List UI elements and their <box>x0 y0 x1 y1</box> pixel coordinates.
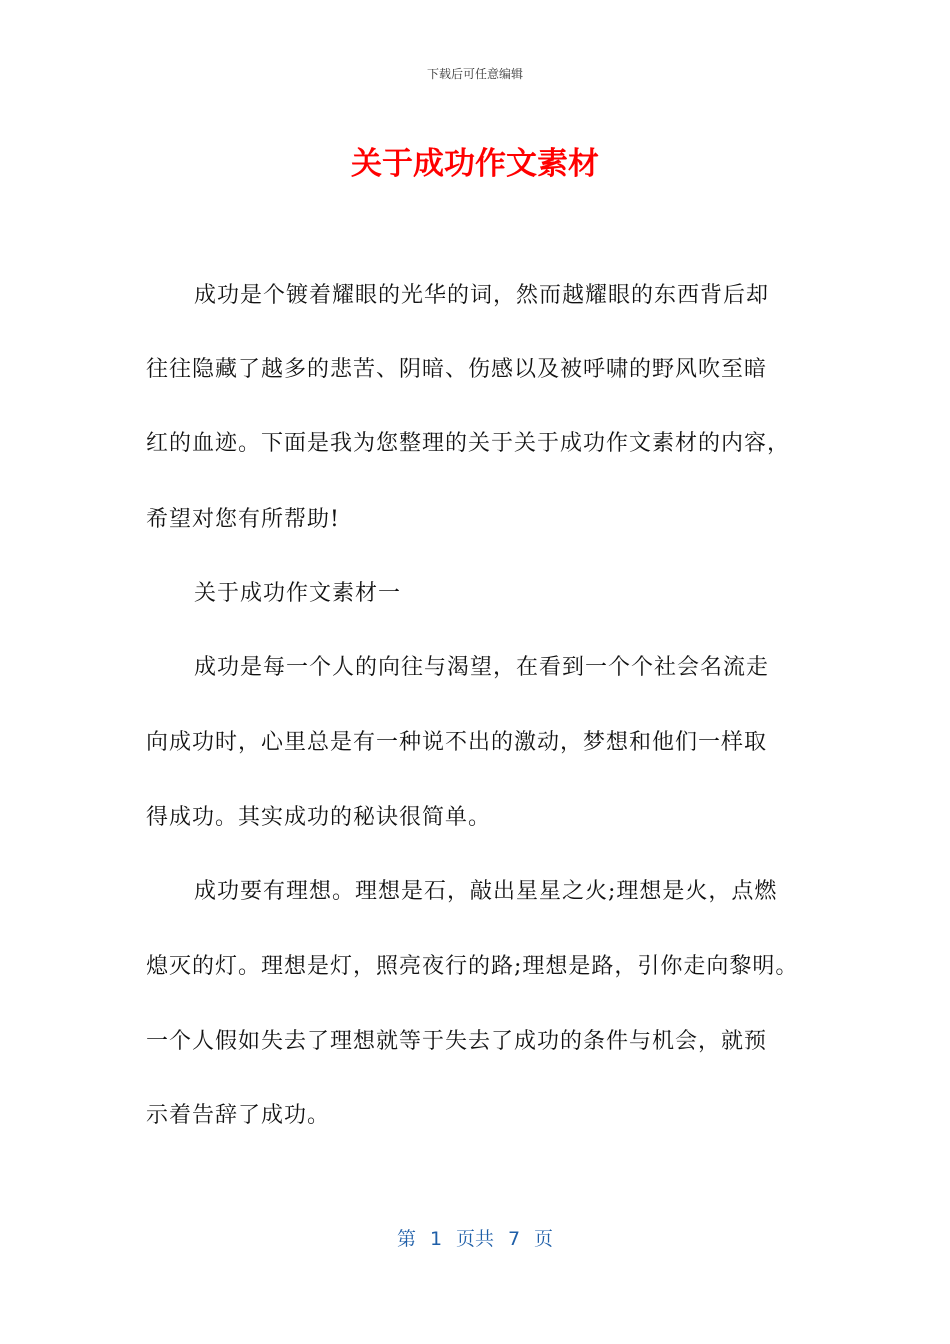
paragraph-line: 向成功时，心里总是有一种说不出的激动，梦想和他们一样取 <box>146 730 768 755</box>
footer-prefix: 第 <box>396 1228 416 1250</box>
paragraph-line: 成功要有理想。理想是石，敲出星星之火;理想是火，点燃 <box>194 879 778 904</box>
page-footer <box>0 1226 950 1252</box>
paragraph-line: 成功是每一个人的向往与渴望，在看到一个个社会名流走 <box>194 655 770 680</box>
paragraph-line: 一个人假如失去了理想就等于失去了成功的条件与机会，就预 <box>146 1029 768 1054</box>
paragraph-line: 往往隐藏了越多的悲苦、阴暗、伤感以及被呼啸的野风吹至暗 <box>146 357 768 382</box>
paragraph-line: 示着告辞了成功。 <box>146 1103 331 1128</box>
footer-page-number: 1 <box>429 1228 443 1250</box>
paragraph-line: 成功是个镀着耀眼的光华的词，然而越耀眼的东西背后却 <box>194 283 770 308</box>
footer-middle: 页共 <box>455 1228 494 1250</box>
paragraph-line: 红的血迹。下面是我为您整理的关于关于成功作文素材的内容， <box>146 431 791 456</box>
paragraph-line: 希望对您有所帮助! <box>146 507 340 532</box>
footer-suffix: 页 <box>534 1228 554 1250</box>
section-heading: 关于成功作文素材一 <box>194 581 402 606</box>
footer-total-pages: 7 <box>507 1228 521 1250</box>
document-title: 关于成功作文素材 <box>351 146 599 182</box>
paragraph-line: 熄灭的灯。理想是灯，照亮夜行的路;理想是路，引你走向黎明。 <box>146 954 799 979</box>
page-header-note: 下载后可任意编辑 <box>426 67 523 81</box>
paragraph-line: 得成功。其实成功的秘诀很简单。 <box>146 805 492 830</box>
